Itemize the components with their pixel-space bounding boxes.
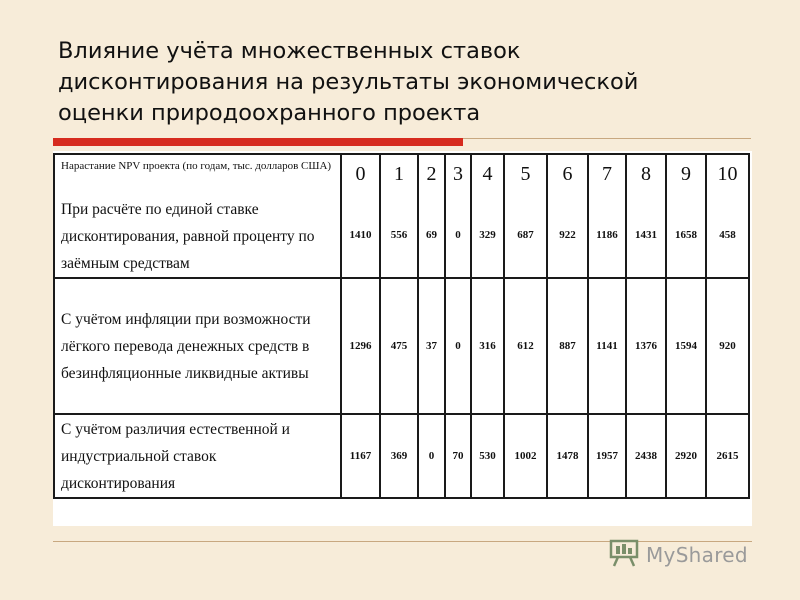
- value-cell: 1186: [596, 229, 618, 241]
- value-cell: 887: [547, 278, 588, 414]
- row-label: При расчёте по единой ставке дисконтирования, равной проценту по заёмным средствам: [54, 188, 341, 278]
- value-cell: 1141: [588, 278, 626, 414]
- value-cell: 2615: [706, 414, 749, 498]
- value-cell: 2920: [666, 414, 706, 498]
- value-cell: 458: [719, 229, 736, 241]
- year-number: 5: [520, 163, 531, 185]
- value-cell: 1431: [635, 229, 657, 241]
- year-number: 9: [681, 163, 691, 185]
- presentation-board-icon: [608, 538, 642, 573]
- value-cell: 0: [418, 414, 445, 498]
- value-cell: 1594: [666, 278, 706, 414]
- table-row: [54, 278, 749, 414]
- row-label: С учётом инфляции при возможности лёгкого перевода денежных средств в безинфляционные ликвидные активы: [54, 278, 341, 414]
- value-cell: 556: [390, 229, 408, 241]
- year-header: [706, 154, 749, 278]
- value-cell: 0: [455, 229, 461, 241]
- title-line-2: дисконтирования на результаты экономической: [58, 69, 639, 95]
- table-row: [54, 414, 749, 498]
- year-number: 10: [717, 163, 738, 185]
- year-number: 4: [482, 163, 493, 185]
- table-header-label: Нарастание NPV проекта (по годам, тыс. долларов США): [54, 154, 341, 188]
- value-cell: 1376: [626, 278, 666, 414]
- year-header: [445, 154, 471, 278]
- value-cell: 922: [559, 229, 576, 241]
- value-cell: 1410: [349, 229, 372, 241]
- value-cell: 1957: [588, 414, 626, 498]
- value-cell: 316: [471, 278, 504, 414]
- value-cell: 1167: [341, 414, 380, 498]
- year-header: [418, 154, 445, 278]
- year-number: 0: [355, 163, 366, 185]
- year-header: [626, 154, 666, 278]
- year-header: [380, 154, 418, 278]
- value-cell: 687: [517, 229, 534, 241]
- year-header: [341, 154, 380, 278]
- value-cell: 37: [418, 278, 445, 414]
- value-cell: 2438: [626, 414, 666, 498]
- value-cell: 1658: [675, 229, 697, 241]
- value-cell: 369: [380, 414, 418, 498]
- row-label: С учётом различия естественной и индустриальной ставок дисконтирования: [54, 414, 341, 498]
- value-cell: 329: [479, 229, 496, 241]
- title-line-3: оценки природоохранного проекта: [58, 100, 481, 126]
- table-panel: [53, 151, 752, 526]
- year-header: [471, 154, 504, 278]
- value-cell: 612: [504, 278, 547, 414]
- year-header: [504, 154, 547, 278]
- value-cell: 1296: [341, 278, 380, 414]
- value-cell: 920: [706, 278, 749, 414]
- table-header-row: [54, 154, 749, 188]
- value-cell: 1002: [504, 414, 547, 498]
- value-cell: 70: [445, 414, 471, 498]
- year-header: [666, 154, 706, 278]
- year-number: 1: [394, 163, 404, 185]
- npv-table: [53, 153, 750, 499]
- year-number: 6: [562, 163, 573, 185]
- title-divider-line: [463, 138, 751, 139]
- year-number: 8: [641, 163, 651, 185]
- year-header: [547, 154, 588, 278]
- title-accent-bar: [53, 138, 463, 146]
- watermark-logo: [608, 540, 748, 570]
- year-header: [588, 154, 626, 278]
- year-number: 2: [426, 163, 437, 185]
- year-number: 7: [602, 163, 612, 185]
- value-cell: 530: [471, 414, 504, 498]
- value-cell: 0: [445, 278, 471, 414]
- year-number: 3: [453, 163, 463, 185]
- value-cell: 475: [380, 278, 418, 414]
- watermark-text: MyShared: [646, 543, 748, 567]
- value-cell: 1478: [547, 414, 588, 498]
- title-line-1: Влияние учёта множественных ставок: [58, 38, 521, 64]
- value-cell: 69: [426, 229, 437, 241]
- slide-title: [58, 36, 758, 129]
